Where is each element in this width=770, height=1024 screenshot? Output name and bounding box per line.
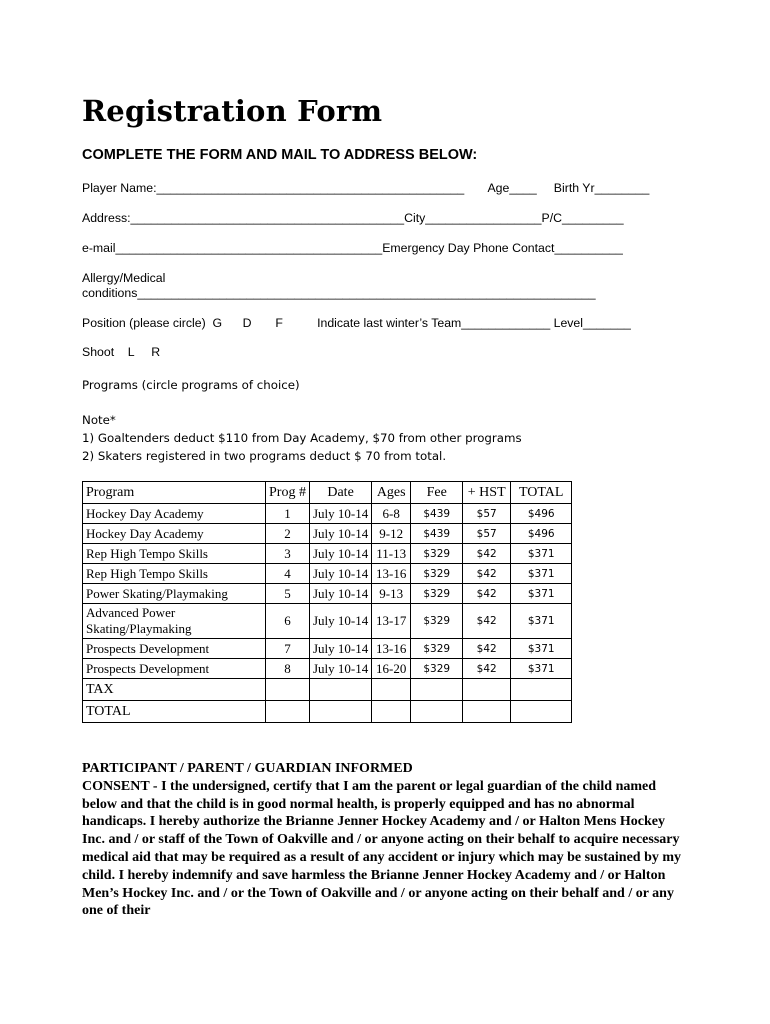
prog-number-cell: 7: [266, 639, 310, 659]
total-cell: $371: [511, 659, 572, 679]
total-cell: $371: [511, 604, 572, 639]
fee-cell: $439: [411, 504, 463, 524]
fee-cell: $439: [411, 524, 463, 544]
column-header-date: Date: [309, 482, 371, 504]
empty-cell[interactable]: [266, 679, 310, 701]
ages-cell: 6-8: [372, 504, 411, 524]
hst-cell: $42: [463, 639, 511, 659]
hst-cell: $42: [463, 584, 511, 604]
ages-cell: 9-12: [372, 524, 411, 544]
total-label: TOTAL: [83, 701, 266, 723]
grand-total-cell[interactable]: [511, 701, 572, 723]
hst-cell: $42: [463, 564, 511, 584]
program-cell: Prospects Development: [83, 639, 266, 659]
total-cell: $496: [511, 504, 572, 524]
player-info-line[interactable]: Player Name:_____________________________________________ Age____ Birth Yr________: [82, 181, 650, 195]
prog-number-cell: 5: [266, 584, 310, 604]
fee-cell: $329: [411, 639, 463, 659]
total-cell: $371: [511, 639, 572, 659]
tax-amount-cell[interactable]: [511, 679, 572, 701]
empty-cell[interactable]: [266, 701, 310, 723]
table-row[interactable]: [83, 524, 572, 544]
fee-cell: $329: [411, 604, 463, 639]
table-row[interactable]: [83, 544, 572, 564]
tax-label: TAX: [83, 679, 266, 701]
program-cell: Rep High Tempo Skills: [83, 564, 266, 584]
date-cell: July 10-14: [309, 659, 371, 679]
address-line[interactable]: Address:________________________________________City_________________P/C_________: [82, 211, 624, 225]
empty-cell[interactable]: [463, 701, 511, 723]
prog-number-cell: 2: [266, 524, 310, 544]
date-cell: July 10-14: [309, 604, 371, 639]
ages-cell: 13-17: [372, 604, 411, 639]
allergy-conditions-line[interactable]: conditions___________________________________________________________________: [82, 286, 596, 300]
fee-cell: $329: [411, 659, 463, 679]
prog-number-cell: 3: [266, 544, 310, 564]
email-contact-line[interactable]: e-mail_______________________________________Emergency Day Phone Contact__________: [82, 241, 623, 255]
programs-heading: Programs (circle programs of choice): [82, 378, 300, 392]
prog-number-cell: 1: [266, 504, 310, 524]
total-cell: $371: [511, 544, 572, 564]
program-cell: Hockey Day Academy: [83, 524, 266, 544]
table-row[interactable]: [83, 584, 572, 604]
table-row[interactable]: [83, 604, 572, 639]
empty-cell[interactable]: [463, 679, 511, 701]
ages-cell: 11-13: [372, 544, 411, 564]
shoot-line[interactable]: Shoot L R: [82, 345, 161, 359]
date-cell: July 10-14: [309, 639, 371, 659]
note-line-1: 1) Goaltenders deduct $110 from Day Academy, $70 from other programs: [82, 431, 522, 445]
prog-number-cell: 6: [266, 604, 310, 639]
fee-cell: $329: [411, 544, 463, 564]
empty-cell[interactable]: [411, 679, 463, 701]
programs-table: [82, 481, 572, 723]
position-team-line[interactable]: Position (please circle) G D F Indicate last winter’s Team_____________ Level_______: [82, 316, 631, 330]
program-cell: Power Skating/Playmaking: [83, 584, 266, 604]
program-cell: Hockey Day Academy: [83, 504, 266, 524]
form-instructions: COMPLETE THE FORM AND MAIL TO ADDRESS BELOW:: [82, 147, 478, 163]
consent-heading: PARTICIPANT / PARENT / GUARDIAN INFORMED: [82, 761, 413, 776]
program-cell: Prospects Development: [83, 659, 266, 679]
table-row[interactable]: [83, 639, 572, 659]
date-cell: July 10-14: [309, 524, 371, 544]
fee-cell: $329: [411, 564, 463, 584]
empty-cell[interactable]: [309, 679, 371, 701]
empty-cell[interactable]: [411, 701, 463, 723]
date-cell: July 10-14: [309, 504, 371, 524]
column-header-ages: Ages: [372, 482, 411, 504]
fee-cell: $329: [411, 584, 463, 604]
empty-cell[interactable]: [309, 701, 371, 723]
date-cell: July 10-14: [309, 564, 371, 584]
column-header-fee: Fee: [411, 482, 463, 504]
empty-cell[interactable]: [372, 701, 411, 723]
table-header-row: [83, 482, 572, 504]
total-cell: $371: [511, 584, 572, 604]
consent-section: [82, 760, 682, 920]
column-header-prog-number: Prog #: [266, 482, 310, 504]
ages-cell: 13-16: [372, 564, 411, 584]
prog-number-cell: 4: [266, 564, 310, 584]
ages-cell: 13-16: [372, 639, 411, 659]
table-row[interactable]: [83, 659, 572, 679]
ages-cell: 16-20: [372, 659, 411, 679]
consent-body: CONSENT - I the undersigned, certify that I am the parent or legal guardian of the child named below and that the child is in good normal health, is properly equipped and has no abnormal handicaps. I hereby authorize the Brianne Jenner Hockey Academy and / or Halton Mens Hockey Inc. and / or staff of the Town of Oakville and / or anyone acting on their behalf to acquire necessary medical aid that may be required as a result of any accident or injury which may be sustained by my child. I hereby indemnify and save harmless the Brianne Jenner Hockey Academy and / or Halton Men’s Hockey Inc. and / or the Town of Oakville and / or anyone acting on their behalf and / or any one of their: [82, 778, 682, 919]
total-cell: $496: [511, 524, 572, 544]
column-header-hst: + HST: [463, 482, 511, 504]
column-header-program: Program: [83, 482, 266, 504]
hst-cell: $57: [463, 524, 511, 544]
total-cell: $371: [511, 564, 572, 584]
total-row: [83, 701, 572, 723]
program-cell: Advanced Power Skating/Playmaking: [83, 604, 266, 639]
note-line-2: 2) Skaters registered in two programs deduct $ 70 from total.: [82, 449, 447, 463]
hst-cell: $42: [463, 659, 511, 679]
program-cell: Rep High Tempo Skills: [83, 544, 266, 564]
hst-cell: $42: [463, 604, 511, 639]
date-cell: July 10-14: [309, 544, 371, 564]
hst-cell: $57: [463, 504, 511, 524]
empty-cell[interactable]: [372, 679, 411, 701]
table-row[interactable]: [83, 504, 572, 524]
tax-row: [83, 679, 572, 701]
note-heading: Note*: [82, 413, 116, 427]
prog-number-cell: 8: [266, 659, 310, 679]
column-header-total: TOTAL: [511, 482, 572, 504]
date-cell: July 10-14: [309, 584, 371, 604]
page-title: Registration Form: [82, 94, 383, 128]
table-row[interactable]: [83, 564, 572, 584]
allergy-label: Allergy/Medical: [82, 271, 166, 285]
hst-cell: $42: [463, 544, 511, 564]
ages-cell: 9-13: [372, 584, 411, 604]
